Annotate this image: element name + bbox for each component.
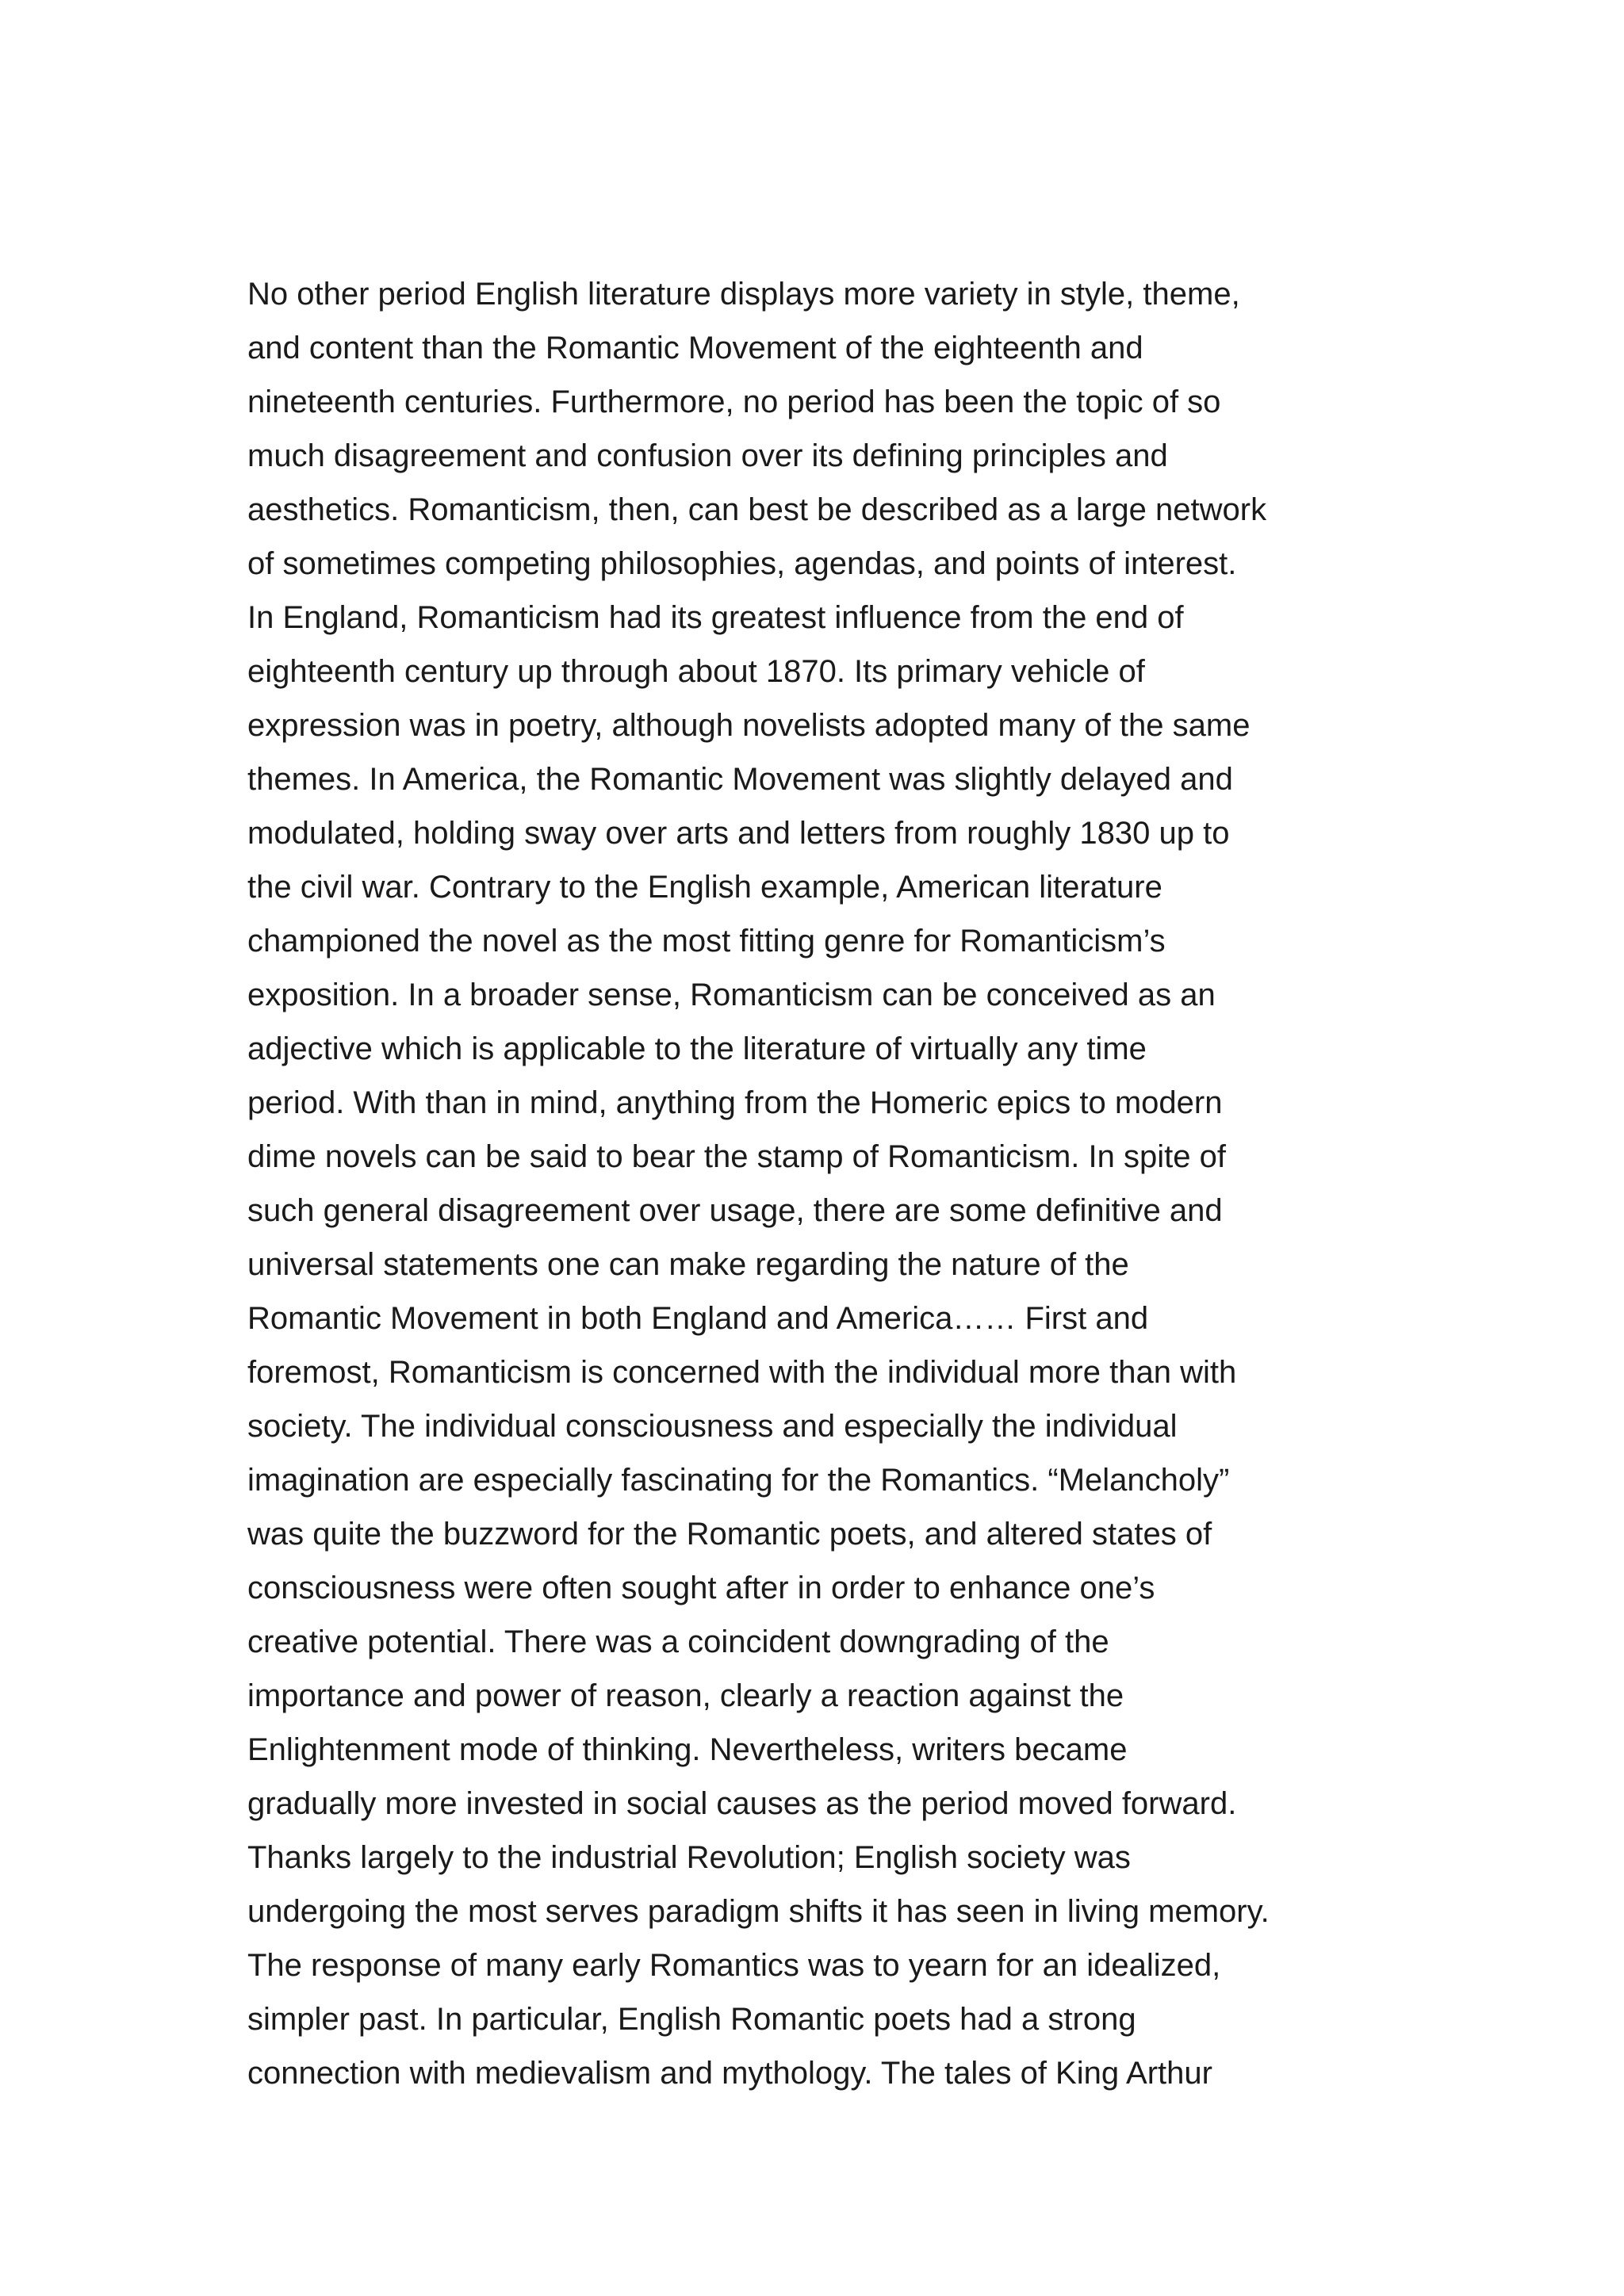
text-line: imagination are especially fascinating for the Romantics. “Melancholy” bbox=[247, 1463, 1230, 1498]
text-line: period. With than in mind, anything from the Homeric epics to modern bbox=[247, 1085, 1223, 1120]
text-line: Thanks largely to the industrial Revolution; English society was bbox=[247, 1840, 1131, 1875]
text-line: society. The individual consciousness and especially the individual bbox=[247, 1409, 1178, 1444]
text-line: championed the novel as the most fitting genre for Romanticism’s bbox=[247, 924, 1166, 959]
text-line: aesthetics. Romanticism, then, can best be described as a large network bbox=[247, 492, 1267, 527]
text-line: expression was in poetry, although novelists adopted many of the same bbox=[247, 708, 1251, 743]
text-line: eighteenth century up through about 1870. Its primary vehicle of bbox=[247, 654, 1145, 689]
text-line: In England, Romanticism had its greatest influence from the end of bbox=[247, 600, 1184, 635]
text-line: connection with medievalism and mythology. The tales of King Arthur bbox=[247, 2056, 1212, 2091]
text-line: The response of many early Romantics was to yearn for an idealized, bbox=[247, 1948, 1221, 1983]
text-line: universal statements one can make regarding the nature of the bbox=[247, 1247, 1129, 1282]
text-line: creative potential. There was a coincident downgrading of the bbox=[247, 1624, 1109, 1659]
text-line: gradually more invested in social causes as the period moved forward. bbox=[247, 1786, 1237, 1821]
text-line: was quite the buzzword for the Romantic poets, and altered states of bbox=[247, 1517, 1212, 1552]
text-line: Enlightenment mode of thinking. Nevertheless, writers became bbox=[247, 1732, 1128, 1767]
text-line: themes. In America, the Romantic Movement was slightly delayed and bbox=[247, 762, 1233, 797]
text-line: dime novels can be said to bear the stamp of Romanticism. In spite of bbox=[247, 1139, 1226, 1174]
text-line: No other period English literature displays more variety in style, theme, bbox=[247, 277, 1240, 312]
text-line: exposition. In a broader sense, Romanticism can be conceived as an bbox=[247, 978, 1216, 1012]
text-line: simpler past. In particular, English Romantic poets had a strong bbox=[247, 2002, 1136, 2037]
text-line: much disagreement and confusion over its defining principles and bbox=[247, 438, 1168, 473]
text-line: modulated, holding sway over arts and letters from roughly 1830 up to bbox=[247, 816, 1230, 851]
text-line: of sometimes competing philosophies, agendas, and points of interest. bbox=[247, 546, 1237, 581]
text-line: the civil war. Contrary to the English example, American literature bbox=[247, 870, 1162, 905]
text-line: nineteenth centuries. Furthermore, no period has been the topic of so bbox=[247, 385, 1221, 419]
text-line: undergoing the most serves paradigm shifts it has seen in living memory. bbox=[247, 1894, 1270, 1929]
body-paragraph bbox=[247, 267, 1405, 2100]
text-line: and content than the Romantic Movement of the eighteenth and bbox=[247, 331, 1143, 365]
text-line: consciousness were often sought after in order to enhance one’s bbox=[247, 1571, 1155, 1605]
text-line: Romantic Movement in both England and America…… First and bbox=[247, 1301, 1149, 1336]
text-line: adjective which is applicable to the literature of virtually any time bbox=[247, 1031, 1147, 1066]
text-line: foremost, Romanticism is concerned with the individual more than with bbox=[247, 1355, 1237, 1390]
text-line: such general disagreement over usage, there are some definitive and bbox=[247, 1193, 1223, 1228]
text-line: importance and power of reason, clearly a reaction against the bbox=[247, 1678, 1124, 1713]
